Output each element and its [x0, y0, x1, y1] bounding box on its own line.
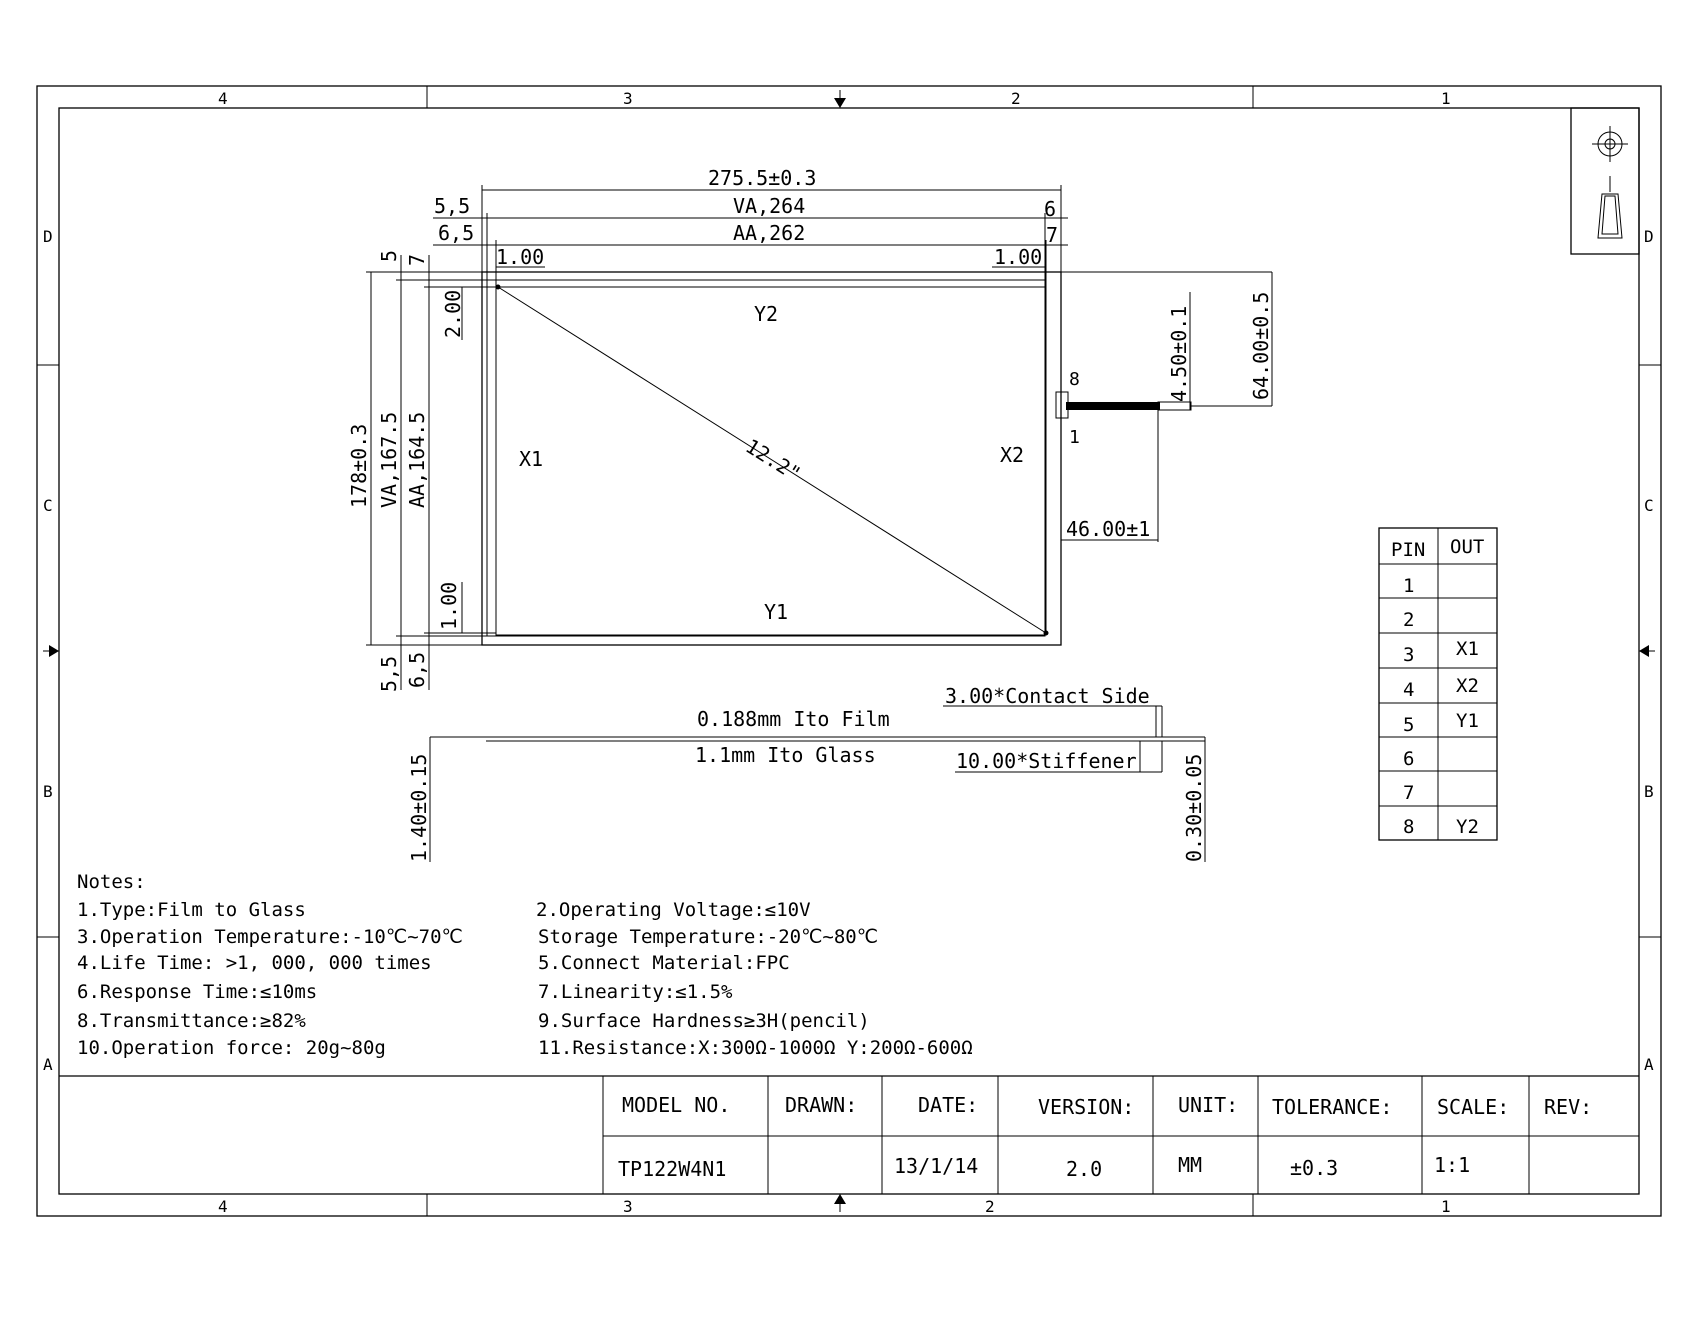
pin-header: PIN [1391, 539, 1426, 561]
tb-header-date: DATE: [918, 1093, 979, 1117]
pin-2: 2 [1403, 609, 1415, 631]
dim-bottom-aa: 6,5 [405, 651, 429, 688]
horizontal-dims [433, 185, 1272, 410]
pin-table [1379, 528, 1497, 840]
dim-bottom-va: 5,5 [377, 655, 401, 692]
electrode-x2: X2 [1000, 443, 1025, 467]
zone-top-2: 2 [1011, 89, 1021, 108]
side-stiffener-label: 10.00*Stiffener [956, 749, 1137, 773]
tb-header-scale: SCALE: [1437, 1095, 1510, 1119]
note-4: 4.Life Time: >1, 000, 000 times [77, 952, 432, 974]
zone-left-B: B [43, 782, 53, 801]
top-view [347, 166, 1273, 692]
zone-top-4: 4 [218, 89, 228, 108]
note-3: 3.Operation Temperature:-10℃~70℃ [77, 926, 463, 948]
dim-right-va: 6 [1044, 197, 1057, 221]
tb-header-drawn: DRAWN: [785, 1093, 858, 1117]
note-2: 2.Operating Voltage:≤10V [536, 899, 811, 921]
dim-tail-width: 4.50±0.1 [1167, 305, 1191, 402]
note-5: 5.Connect Material:FPC [538, 952, 790, 974]
tb-header-unit: UNIT: [1178, 1093, 1239, 1117]
pin-last-label: 1 [1069, 427, 1080, 448]
zone-right-B: B [1644, 782, 1654, 801]
tb-header-rev: REV: [1544, 1095, 1593, 1119]
zone-right-C: C [1644, 496, 1654, 515]
pin-5: 5 [1403, 714, 1415, 736]
zone-bottom-4: 4 [218, 1197, 228, 1216]
zone-bottom-2: 2 [985, 1197, 995, 1216]
side-view [407, 684, 1206, 862]
dim-top-aa: 7 [405, 253, 429, 266]
dim-left-va: 5,5 [434, 194, 471, 218]
side-contact-label: 3.00*Contact Side [945, 684, 1150, 708]
dim-top-left-margin: 1.00 [496, 245, 545, 269]
pin-8: 8 [1403, 816, 1415, 838]
dim-top-right-margin: 1.00 [994, 245, 1043, 269]
electrode-x1: X1 [519, 447, 544, 471]
tb-header-model: MODEL NO. [622, 1093, 731, 1117]
zone-right-D: D [1644, 227, 1654, 246]
pin-3: 3 [1403, 644, 1415, 666]
note-8: 8.Transmittance:≥82% [77, 1010, 306, 1032]
zone-top-3: 3 [623, 89, 633, 108]
dim-inner-top: 2.00 [441, 289, 465, 338]
dim-overall-height: 178±0.3 [347, 423, 371, 508]
dim-tail-length: 46.00±1 [1066, 517, 1151, 541]
dim-va-width: VA,264 [733, 194, 806, 218]
zone-bottom-1: 1 [1441, 1197, 1451, 1216]
note-9: 9.Surface Hardness≥3H(pencil) [538, 1010, 870, 1032]
note-11: 11.Resistance:X:300Ω-1000Ω Y:200Ω-600Ω [538, 1037, 973, 1059]
out-3: X1 [1456, 638, 1479, 660]
tb-header-tolerance: TOLERANCE: [1272, 1095, 1393, 1119]
dim-va-height: VA,167.5 [377, 411, 401, 508]
dim-overall-width: 275.5±0.3 [708, 166, 817, 190]
pin-6: 6 [1403, 748, 1415, 770]
zone-right-A: A [1644, 1055, 1654, 1074]
notes-title: Notes: [77, 871, 146, 893]
pin-4: 4 [1403, 679, 1415, 701]
dim-top-va: 5 [377, 249, 401, 262]
note-10: 10.Operation force: 20g~80g [77, 1037, 386, 1059]
pin-7: 7 [1403, 782, 1415, 804]
tb-unit-value: MM [1178, 1153, 1203, 1177]
zone-top-1: 1 [1441, 89, 1451, 108]
zone-left-C: C [43, 496, 53, 515]
notes-block [77, 871, 973, 1059]
out-header: OUT [1450, 536, 1485, 558]
tb-scale-value: 1:1 [1434, 1153, 1471, 1177]
tb-model-value: TP122W4N1 [618, 1157, 727, 1181]
tb-date-value: 13/1/14 [894, 1154, 979, 1178]
dim-right-aa: 7 [1046, 223, 1059, 247]
pin-first-label: 8 [1069, 369, 1080, 390]
dim-aa-width: AA,262 [733, 221, 806, 245]
dim-aa-height: AA,164.5 [405, 411, 429, 508]
dim-tail-span: 64.00±0.5 [1249, 291, 1273, 400]
electrode-y1: Y1 [764, 600, 789, 624]
side-thickness-label: 1.40±0.15 [407, 753, 431, 862]
title-block [59, 1076, 1639, 1194]
tb-version-value: 2.0 [1066, 1157, 1103, 1181]
electrode-y2: Y2 [754, 302, 779, 326]
zone-left-A: A [43, 1055, 53, 1074]
tb-tolerance-value: ±0.3 [1290, 1156, 1339, 1180]
out-8: Y2 [1456, 816, 1479, 838]
side-tail-thickness-label: 0.30±0.05 [1182, 753, 1206, 862]
note-1: 1.Type:Film to Glass [77, 899, 306, 921]
zone-bottom-3: 3 [623, 1197, 633, 1216]
side-glass-label: 1.1mm Ito Glass [695, 743, 876, 767]
side-film-label: 0.188mm Ito Film [697, 707, 890, 731]
out-5: Y1 [1456, 710, 1479, 732]
note-6: 6.Response Time:≤10ms [77, 981, 318, 1003]
dim-left-aa: 6,5 [438, 221, 475, 245]
note-storage: Storage Temperature:-20℃~80℃ [538, 926, 879, 948]
diagonal-size: 12.2" [741, 433, 806, 487]
projection-symbol-icon [1571, 108, 1639, 254]
pin-1: 1 [1403, 575, 1415, 597]
note-7: 7.Linearity:≤1.5% [538, 981, 733, 1003]
dim-inner-bottom: 1.00 [437, 581, 461, 630]
tb-header-version: VERSION: [1038, 1095, 1135, 1119]
zone-left-D: D [43, 227, 53, 246]
out-4: X2 [1456, 675, 1479, 697]
